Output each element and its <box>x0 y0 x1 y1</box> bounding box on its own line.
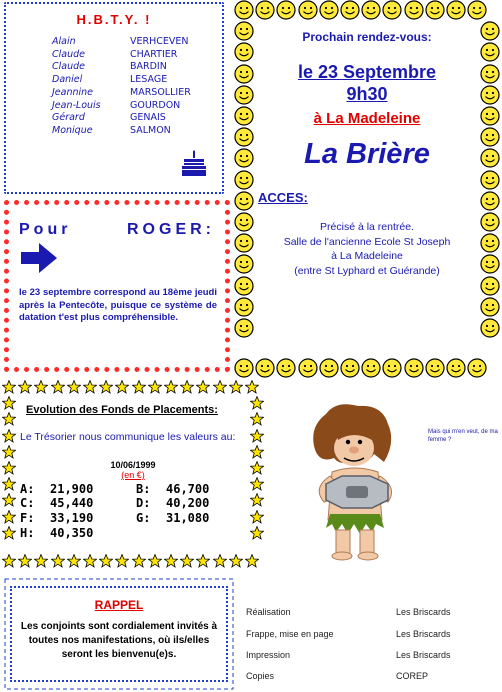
star-icon <box>99 380 113 394</box>
fonds-unit: (en €) <box>121 470 145 480</box>
roger-message: le 23 septembre correspond au 18ème jeudi après la Pentecôte, puisque ce système de datation t'est plus compréhensible. <box>19 287 217 323</box>
star-icon <box>213 380 227 394</box>
star-icon <box>180 380 194 394</box>
star-icon <box>67 554 81 568</box>
smiley-face-icon <box>298 0 318 20</box>
star-icon <box>2 554 16 568</box>
smiley-face-icon <box>480 191 500 211</box>
smiley-face-icon <box>425 0 445 20</box>
fonds-intro: Le Trésorier nous communique les valeurs au: <box>20 431 236 443</box>
acces-line: Précisé à la rentrée. <box>320 221 414 233</box>
smiley-face-icon <box>234 106 254 126</box>
smiley-face-icon <box>234 254 254 274</box>
star-icon <box>196 380 210 394</box>
roger-name: ROGER: <box>127 221 215 238</box>
smiley-face-icon <box>319 0 339 20</box>
fund-value: 40,200 <box>166 496 210 510</box>
birthday-title: H.B.T.Y. ! <box>76 12 152 27</box>
first-names-column <box>52 36 101 138</box>
credit-who: Les Briscards <box>396 607 451 617</box>
credit-role: Frappe, mise en page <box>246 629 334 639</box>
smiley-face-icon <box>480 170 500 190</box>
last-name: VERHCEVEN <box>130 36 189 47</box>
smiley-face-icon <box>255 0 275 20</box>
last-name: MARSOLLIER <box>130 86 191 98</box>
smiley-face-icon <box>480 318 500 338</box>
fund-label: G: <box>136 511 151 525</box>
star-icon <box>2 510 16 524</box>
smiley-face-icon <box>234 191 254 211</box>
fund-value: 33,190 <box>50 511 94 525</box>
first-name: Alain <box>52 36 76 47</box>
first-name: Claude <box>52 61 85 73</box>
smiley-face-icon <box>298 358 318 378</box>
star-icon <box>18 554 32 568</box>
rappel-title: RAPPEL <box>94 598 144 612</box>
star-icon <box>2 429 16 443</box>
star-icon <box>2 493 16 507</box>
smiley-face-icon <box>234 0 254 20</box>
fonds-date: 10/06/1999 <box>110 460 156 470</box>
right-arrow-icon <box>21 243 57 273</box>
fund-value: 40,350 <box>50 526 94 540</box>
fund-label: B: <box>136 482 151 496</box>
smiley-face-icon <box>480 42 500 62</box>
acces-label: ACCES: <box>258 190 308 205</box>
star-icon <box>83 380 97 394</box>
smiley-face-icon <box>425 358 445 378</box>
credit-who: Les Briscards <box>396 650 451 660</box>
star-icon <box>2 396 16 410</box>
star-icon <box>51 380 65 394</box>
star-icon <box>250 526 264 540</box>
smiley-face-icon <box>234 85 254 105</box>
star-icon <box>132 554 146 568</box>
star-icon <box>148 380 162 394</box>
smiley-face-icon <box>234 318 254 338</box>
fund-value: 21,900 <box>50 482 94 496</box>
smiley-face-icon <box>234 212 254 232</box>
smiley-face-icon <box>234 276 254 296</box>
star-icon <box>2 380 16 394</box>
smiley-face-icon <box>234 170 254 190</box>
star-icon <box>164 380 178 394</box>
star-icon <box>229 554 243 568</box>
acces-line: à La Madeleine <box>331 250 403 262</box>
rendezvous-date: le 23 Septembre <box>297 62 437 82</box>
smiley-face-icon <box>467 358 487 378</box>
fund-label: C: <box>20 496 35 510</box>
credit-role: Copies <box>246 671 275 681</box>
star-icon <box>2 526 16 540</box>
smiley-face-icon <box>340 0 360 20</box>
smiley-face-icon <box>234 148 254 168</box>
roger-pour-label: Pour <box>19 221 72 238</box>
fund-row <box>136 482 209 496</box>
fund-label: A: <box>20 482 35 496</box>
first-name: Jean-Louis <box>52 99 101 111</box>
star-icon <box>250 445 264 459</box>
credit-role: Réalisation <box>246 607 291 617</box>
acces-details <box>256 220 478 278</box>
smiley-face-icon <box>340 358 360 378</box>
rappel-stamp <box>4 578 234 690</box>
fund-row <box>136 511 209 525</box>
credit-who: Les Briscards <box>396 629 451 639</box>
star-icon <box>115 380 129 394</box>
first-name: Monique <box>52 124 93 136</box>
smiley-face-icon <box>361 358 381 378</box>
credit-who: COREP <box>396 671 429 681</box>
birthday-box <box>4 2 224 194</box>
star-icon <box>196 554 210 568</box>
rappel-box <box>10 586 228 682</box>
smiley-face-icon <box>480 148 500 168</box>
first-name: Jeannine <box>52 86 94 98</box>
last-names-column <box>130 36 191 138</box>
star-icon <box>115 554 129 568</box>
smiley-face-icon <box>467 0 487 20</box>
first-name: Daniel <box>52 74 83 86</box>
smiley-face-icon <box>382 358 402 378</box>
smiley-face-icon <box>234 127 254 147</box>
fund-label: F: <box>20 511 35 525</box>
smiley-face-icon <box>446 0 466 20</box>
star-icon <box>250 493 264 507</box>
caveman-illustration <box>296 402 414 562</box>
star-icon <box>2 412 16 426</box>
last-name: GENAIS <box>130 112 166 124</box>
fund-row <box>20 511 93 525</box>
smiley-face-icon <box>234 21 254 41</box>
last-name: SALMON <box>130 124 171 136</box>
smiley-face-icon <box>480 276 500 296</box>
roger-box <box>4 200 230 372</box>
smiley-face-icon <box>480 127 500 147</box>
last-name: BARDIN <box>130 61 167 73</box>
star-icon <box>250 510 264 524</box>
rendezvous-frame <box>234 0 500 378</box>
smiley-face-icon <box>276 358 296 378</box>
smiley-face-icon <box>480 106 500 126</box>
rappel-text: Les conjoints sont cordialement invités à toutes nos manifestations, où ils/elles seront les bienvenu(e)s. <box>20 621 218 660</box>
smiley-face-icon <box>404 0 424 20</box>
fund-row <box>20 482 93 496</box>
smiley-face-icon <box>480 297 500 317</box>
star-icon <box>180 554 194 568</box>
first-name: Claude <box>52 48 85 60</box>
star-icon <box>250 396 264 410</box>
smiley-face-icon <box>234 358 254 378</box>
rendezvous-heading: Prochain rendez-vous: <box>302 30 432 44</box>
rendezvous-time: 9h30 <box>346 84 388 104</box>
star-icon <box>18 380 32 394</box>
star-icon <box>148 554 162 568</box>
smiley-face-icon <box>234 297 254 317</box>
fund-row <box>20 526 93 540</box>
smiley-face-icon <box>480 212 500 232</box>
star-icon <box>213 554 227 568</box>
smiley-face-icon <box>276 0 296 20</box>
last-name: CHARTIER <box>130 48 178 60</box>
star-icon <box>51 554 65 568</box>
star-icon <box>34 380 48 394</box>
last-name: GOURDON <box>130 99 181 111</box>
star-icon <box>250 429 264 443</box>
rendezvous-destination: La Brière <box>304 138 430 170</box>
acces-line: Salle de l'ancienne Ecole St Joseph <box>283 235 451 248</box>
rendezvous-place: à La Madeleine <box>313 110 421 127</box>
fund-label: H: <box>20 526 35 540</box>
star-icon <box>229 380 243 394</box>
smiley-face-icon <box>234 233 254 253</box>
rendezvous-content <box>256 22 478 356</box>
smiley-face-icon <box>361 0 381 20</box>
fund-value: 31,080 <box>166 511 210 525</box>
fund-row <box>136 496 209 510</box>
credit-role: Impression <box>246 650 291 660</box>
first-name: Gérard <box>52 112 85 124</box>
acces-line: (entre St Lyphard et Guérande) <box>294 264 440 277</box>
smiley-face-icon <box>480 85 500 105</box>
fund-value: 46,700 <box>166 482 210 496</box>
caveman-speech: Mais qui m'en veut, de ma femme ? <box>428 429 498 443</box>
star-icon <box>67 380 81 394</box>
smiley-face-icon <box>319 358 339 378</box>
star-icon <box>2 445 16 459</box>
fund-value: 45,440 <box>50 496 94 510</box>
smiley-face-icon <box>480 254 500 274</box>
smiley-face-icon <box>480 233 500 253</box>
smiley-face-icon <box>404 358 424 378</box>
birthday-cake-icon <box>182 150 206 176</box>
star-icon <box>132 380 146 394</box>
star-icon <box>99 554 113 568</box>
smiley-face-icon <box>446 358 466 378</box>
star-icon <box>83 554 97 568</box>
last-name: LESAGE <box>130 74 168 86</box>
smiley-face-icon <box>234 42 254 62</box>
smiley-face-icon <box>480 64 500 84</box>
star-icon <box>34 554 48 568</box>
smiley-face-icon <box>382 0 402 20</box>
fonds-title: Evolution des Fonds de Placements: <box>26 404 218 416</box>
star-icon <box>245 380 259 394</box>
smiley-face-icon <box>234 64 254 84</box>
smiley-face-icon <box>480 21 500 41</box>
star-icon <box>164 554 178 568</box>
star-icon <box>250 412 264 426</box>
smiley-face-icon <box>255 358 275 378</box>
fund-label: D: <box>136 496 151 510</box>
star-icon <box>245 554 259 568</box>
fonds-frame <box>2 380 264 568</box>
fund-row <box>20 496 93 510</box>
